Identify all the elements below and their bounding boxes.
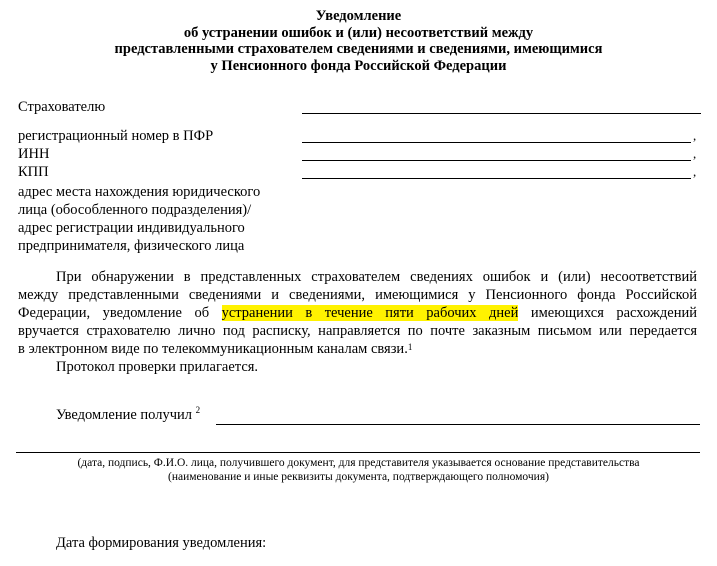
body-row-3-end: имеющихся расхождений	[518, 305, 697, 321]
address-label	[18, 183, 260, 255]
insurer-label: Страхователю	[18, 99, 106, 115]
document-title	[0, 8, 717, 74]
date-label: Дата формирования уведомления:	[56, 535, 267, 551]
title-line-3: представленными страхователем сведениями и сведениями, имеющимися	[114, 41, 603, 57]
title-line-2: об устранении ошибок и (или) несоответствий между	[183, 24, 534, 41]
reg-number-comma: ,	[693, 128, 697, 143]
body-row-3	[18, 304, 697, 322]
body-row-3-start: Федерации, уведомление об	[18, 305, 222, 321]
insurer-field-line[interactable]	[302, 113, 701, 114]
address-line-1: адрес места нахождения юридического	[18, 184, 261, 200]
title-line-1: Уведомление	[315, 8, 402, 24]
receipt-label-text: Уведомление получил	[56, 407, 193, 423]
address-line-2: лица (обособленного подразделения)/	[18, 202, 252, 218]
highlighted-text: устранении в течение пяти рабочих дней	[221, 305, 519, 321]
inn-field-line[interactable]	[302, 160, 691, 161]
body-row-5	[18, 340, 697, 358]
body-row-1: При обнаружении в представленных страхователем сведениях ошибок и (или) несоответствий	[56, 269, 697, 285]
signature-line[interactable]	[16, 452, 700, 453]
inn-label: ИНН	[18, 146, 50, 162]
body-row-5-text: в электронном виде по телекоммуникационным каналам связи.	[18, 341, 408, 357]
kpp-field-line[interactable]	[302, 178, 691, 179]
footnote-1: 1	[407, 342, 413, 352]
title-line-4: у Пенсионного фонда Российской Федерации	[210, 57, 507, 74]
reg-number-label: регистрационный номер в ПФР	[18, 128, 214, 144]
receipt-field-line[interactable]	[216, 424, 700, 425]
receipt-label	[56, 407, 200, 424]
body-paragraph	[18, 268, 697, 376]
inn-comma: ,	[693, 146, 697, 161]
signature-caption-1: (дата, подпись, Ф.И.О. лица, получившего документ, для представителя указывается основание представительства	[77, 457, 640, 469]
signature-caption-2: (наименование и иные реквизиты документа, подтверждающего полномочия)	[168, 471, 549, 483]
reg-number-field-line[interactable]	[302, 142, 691, 143]
kpp-label: КПП	[18, 164, 49, 180]
address-line-3: адрес регистрации индивидуального	[18, 220, 245, 236]
body-row-2: между представленными сведениями и сведениями, имеющимися у Пенсионного фонда Российской	[18, 287, 697, 303]
address-line-4: предпринимателя, физического лица	[18, 238, 245, 254]
footnote-2: 2	[195, 405, 201, 415]
protocol-text: Протокол проверки прилагается.	[56, 359, 259, 375]
kpp-comma: ,	[693, 164, 697, 179]
body-row-4: вручается страхователю лично под расписку, направляется по почте заказным письмом или передается	[18, 323, 697, 339]
